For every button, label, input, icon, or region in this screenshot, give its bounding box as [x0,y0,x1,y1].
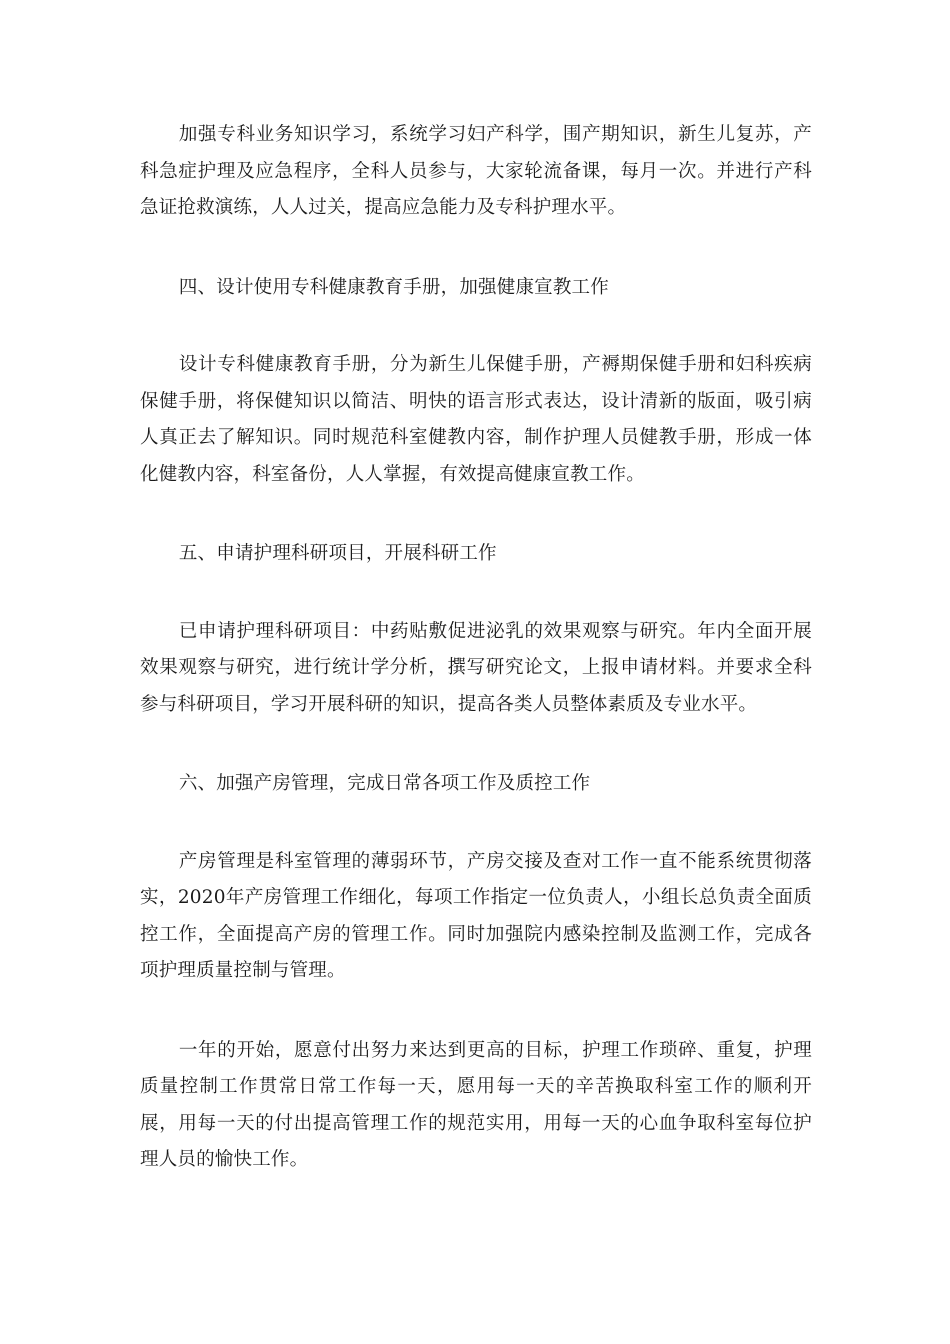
paragraph-specialty-training: 加强专科业务知识学习，系统学习妇产科学，围产期知识，新生儿复苏，产科急症护理及应急程序，全科人员参与，大家轮流备课，每月一次。并进行产科急证抢救演练，人人过关，提高应急能力及专科护理水平。 [140,124,812,218]
document-body [140,117,812,1222]
section-heading-health-education: 四、设计使用专科健康教育手册，加强健康宣教工作 [178,276,609,298]
paragraph-health-education: 设计专科健康教育手册，分为新生儿保健手册，产褥期保健手册和妇科疾病保健手册，将保健知识以简洁、明快的语言形式表达，设计清新的版面，吸引病人真正去了解知识。同时规范科室健教内容，制作护理人员健教手册，形成一体化健教内容，科室备份，人人掌握，有效提高健康宣教工作。 [140,354,812,485]
section-heading-delivery-room: 六、加强产房管理，完成日常各项工作及质控工作 [178,773,591,794]
paragraph-delivery-room: 产房管理是科室管理的薄弱环节，产房交接及查对工作一直不能系统贯彻落实，2020年产房管理工作细化，每项工作指定一位负责人，小组长总负责全面质控工作，全面提高产房的管理工作。同时加强院内感染控制及监测工作，完成各项护理质量控制与管理。 [140,850,812,981]
paragraph-research: 已申请护理科研项目：中药贴敷促进泌乳的效果观察与研究。年内全面开展效果观察与研究，进行统计学分析，撰写研究论文，上报申请材料。并要求全科参与科研项目，学习开展科研的知识，提高各类人员整体素质及专业水平。 [140,620,812,715]
paragraph-conclusion: 一年的开始，愿意付出努力来达到更高的目标，护理工作琐碎、重复，护理质量控制工作贯常日常工作每一天，愿用每一天的辛苦换取科室工作的顺利开展，用每一天的付出提高管理工作的规范实用，用每一天的心血争取科室每位护理人员的愉快工作。 [140,1039,812,1170]
section-heading-research: 五、申请护理科研项目，开展科研工作 [178,543,497,564]
